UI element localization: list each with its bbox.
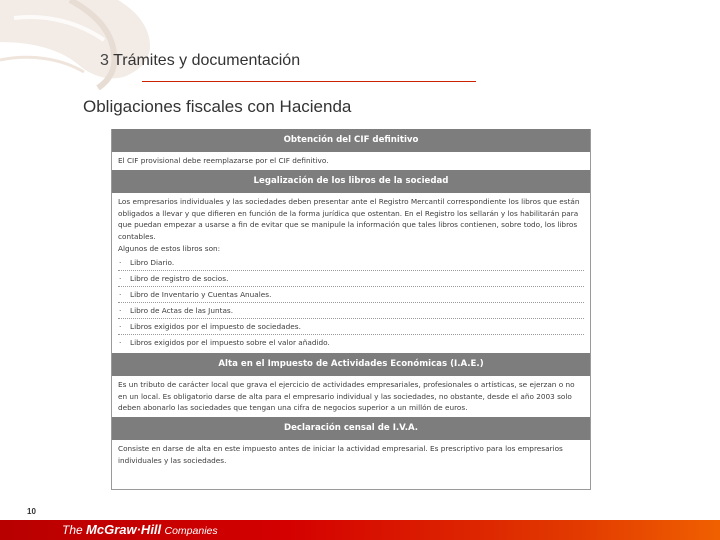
list-item: · Libro de Actas de las Juntas.: [118, 302, 584, 318]
bullet-icon: ·: [119, 337, 122, 347]
list-item: · Libro de Inventario y Cuentas Anuales.: [118, 286, 584, 302]
section-heading-iva: Declaración censal de I.V.A.: [112, 417, 590, 440]
title-underline: [142, 81, 476, 82]
bullet-icon: ·: [119, 257, 122, 267]
section-heading-libros: Legalización de los libros de la sociedad: [112, 170, 590, 193]
section-text-libros: [112, 193, 590, 353]
bullet-icon: ·: [119, 321, 122, 331]
logo-prefix: The: [62, 523, 83, 537]
section-text-iae: [112, 376, 590, 417]
publisher-logo: [62, 522, 218, 537]
section-heading-cif: Obtención del CIF definitivo: [112, 129, 590, 152]
bullet-icon: ·: [119, 273, 122, 283]
section-title-text: Trámites y documentación: [113, 52, 301, 69]
section-title: [100, 52, 300, 70]
list-item: · Libros exigidos por el impuesto sobre el valor añadido.: [118, 334, 584, 350]
logo-suffix: Companies: [164, 525, 218, 537]
section-text-iva: [112, 440, 590, 470]
page-number: 10: [27, 507, 36, 516]
libros-list: [118, 255, 584, 350]
libros-text: Los empresarios individuales y las sociedades deben presentar ante el Registro Mercantil correspondiente los libros que están obligados a llevar y que difieren en función de la forma jurídica que ostentan. En el Registro los sellarán y los habilitarán para que puedan empezar a usarse a fin de evitar que se manipule la información que tales libros contienen, sobre todo, los libros contables.: [118, 196, 580, 242]
bullet-icon: ·: [119, 305, 122, 315]
section-text-cif: [112, 152, 590, 170]
section-heading-iae: Alta en el Impuesto de Actividades Económicas (I.A.E.): [112, 353, 590, 376]
decorative-swoosh: [0, 0, 160, 90]
iva-text: Consiste en darse de alta en este impuesto antes de iniciar la actividad empresarial. Es prescriptivo para los empresarios individuales y las sociedades.: [118, 444, 563, 465]
libros-list-intro: Algunos de estos libros son:: [118, 243, 221, 253]
bullet-icon: ·: [119, 289, 122, 299]
logo-brand: McGraw·Hill: [86, 522, 162, 537]
list-item: · Libro Diario.: [118, 255, 584, 270]
section-number: 3: [100, 52, 109, 69]
obligations-table: [111, 129, 591, 490]
cif-text: El CIF provisional debe reemplazarse por el CIF definitivo.: [118, 156, 329, 165]
page-subtitle: Obligaciones fiscales con Hacienda: [83, 97, 352, 116]
iae-text: Es un tributo de carácter local que grava el ejercicio de actividades empresariales, profesionales o artísticas, se ejerzan o no en un local. Es obligatorio darse de alta para el empresario individual y las sociedades, no obstante, desde el año 2003 solo deben abonarlo las sociedades que tengan una cifra de negocios superior a un millón de euros.: [118, 379, 575, 413]
list-item: · Libro de registro de socios.: [118, 270, 584, 286]
list-item: · Libros exigidos por el impuesto de sociedades.: [118, 318, 584, 334]
